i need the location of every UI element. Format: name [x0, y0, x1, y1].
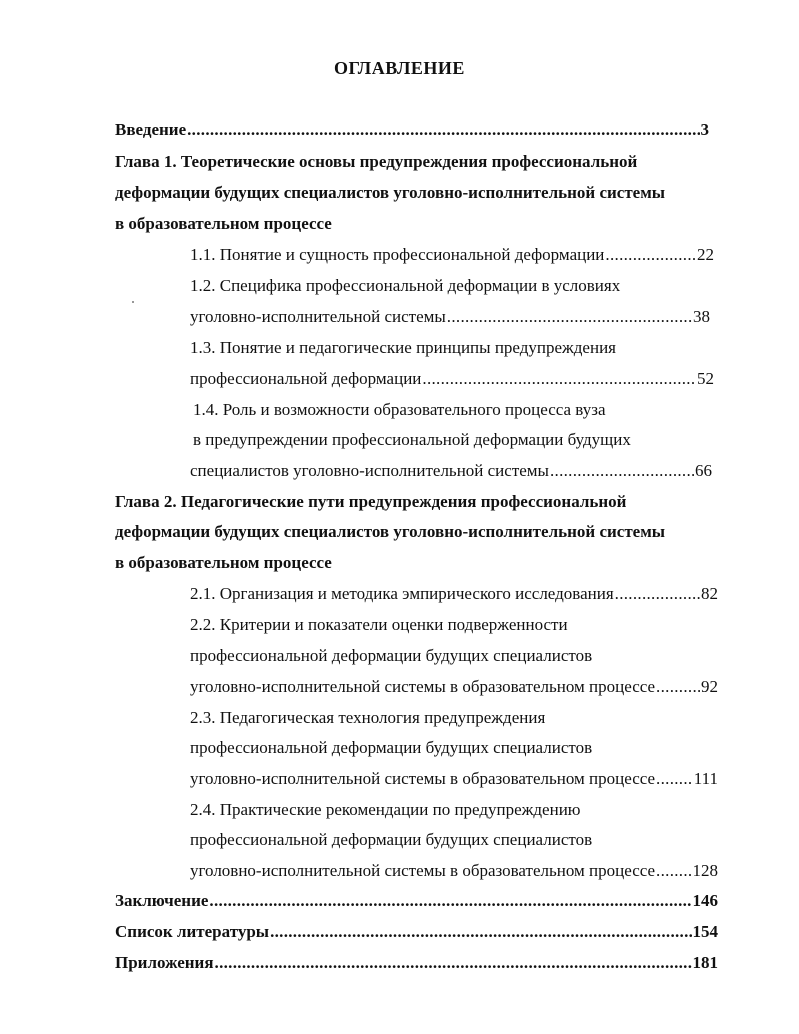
scan-speck: [132, 301, 134, 303]
toc-entry-section-1-2: [190, 306, 710, 328]
toc-label: Заключение: [115, 891, 209, 910]
toc-page-number: 22: [697, 245, 714, 264]
toc-label: профессиональной деформации: [190, 369, 422, 388]
toc-label: уголовно-исполнительной системы в образовательном процессе: [190, 677, 656, 696]
toc-page-number: 52: [697, 369, 714, 388]
toc-entry-section-2-4: [190, 860, 718, 882]
toc-entry-section-1-3: [190, 368, 714, 390]
toc-page-number: 146: [692, 891, 718, 910]
toc-entry-introduction: [115, 119, 709, 141]
chapter-heading-line: Глава 2. Педагогические пути предупреждения профессиональной: [115, 492, 627, 511]
toc-page-number: 38: [693, 307, 710, 326]
toc-page-number: 66: [695, 461, 712, 480]
chapter-heading-line: деформации будущих специалистов уголовно-исполнительной системы: [115, 522, 666, 541]
toc-page-number: 92: [701, 677, 718, 696]
toc-entry-section-1-4: [190, 460, 712, 482]
leader-dots: [550, 460, 694, 482]
toc-page-number: 181: [692, 953, 718, 972]
toc-entry-section-2-1: [190, 583, 718, 605]
toc-page-number: 3: [700, 120, 709, 139]
leader-dots: [187, 119, 699, 141]
section-title-line: 2.2. Критерии и показатели оценки подверженности: [190, 615, 568, 634]
section-title-line: профессиональной деформации будущих специалистов: [190, 646, 593, 665]
toc-label: 1.1. Понятие и сущность профессиональной деформации: [190, 245, 605, 264]
toc-entry-conclusion: [115, 890, 718, 912]
toc-label: уголовно-исполнительной системы в образовательном процессе: [190, 769, 656, 788]
toc-entry-section-2-2: [190, 676, 718, 698]
section-title-line: профессиональной деформации будущих специалистов: [190, 738, 593, 757]
leader-dots: [656, 768, 693, 790]
toc-label: 2.1. Организация и методика эмпирического исследования: [190, 584, 614, 603]
toc-page-number: 82: [701, 584, 718, 603]
toc-page-number: 128: [692, 861, 718, 880]
page-title: ОГЛАВЛЕНИЕ: [334, 58, 465, 78]
section-title-line: 1.4. Роль и возможности образовательного процесса вуза: [193, 400, 606, 419]
toc-entry-appendices: [115, 952, 718, 974]
toc-entry-references: [115, 921, 718, 943]
leader-dots: [422, 368, 696, 390]
leader-dots: [209, 890, 691, 912]
section-title-line: в предупреждении профессиональной деформации будущих: [193, 430, 631, 449]
leader-dots: [447, 306, 692, 328]
chapter-heading-line: Глава 1. Теоретические основы предупреждения профессиональной: [115, 152, 638, 171]
section-title-line: 2.4. Практические рекомендации по предупреждению: [190, 800, 581, 819]
section-title-line: 1.2. Специфика профессиональной деформации в условиях: [190, 276, 621, 295]
leader-dots: [656, 860, 691, 882]
toc-entry-section-1-1: [190, 244, 714, 266]
leader-dots: [615, 583, 700, 605]
section-title-line: профессиональной деформации будущих специалистов: [190, 830, 593, 849]
chapter-heading-line: в образовательном процессе: [115, 553, 332, 572]
section-title-line: 2.3. Педагогическая технология предупреждения: [190, 708, 546, 727]
toc-label: Приложения: [115, 953, 214, 972]
leader-dots: [215, 952, 692, 974]
toc-label: уголовно-исполнительной системы: [190, 307, 446, 326]
toc-page-number: 154: [692, 922, 718, 941]
chapter-heading-line: в образовательном процессе: [115, 214, 332, 233]
leader-dots: [605, 244, 696, 266]
leader-dots: [656, 676, 700, 698]
toc-page-number: 111: [693, 769, 718, 788]
toc-label: уголовно-исполнительной системы в образовательном процессе: [190, 861, 656, 880]
toc-label: специалистов уголовно-исполнительной системы: [190, 461, 549, 480]
toc-label: Введение: [115, 120, 187, 139]
section-title-line: 1.3. Понятие и педагогические принципы предупреждения: [190, 338, 616, 357]
chapter-heading-line: деформации будущих специалистов уголовно-исполнительной системы: [115, 183, 666, 202]
toc-entry-section-2-3: [190, 768, 718, 790]
toc-label: Список литературы: [115, 922, 270, 941]
leader-dots: [270, 921, 691, 943]
